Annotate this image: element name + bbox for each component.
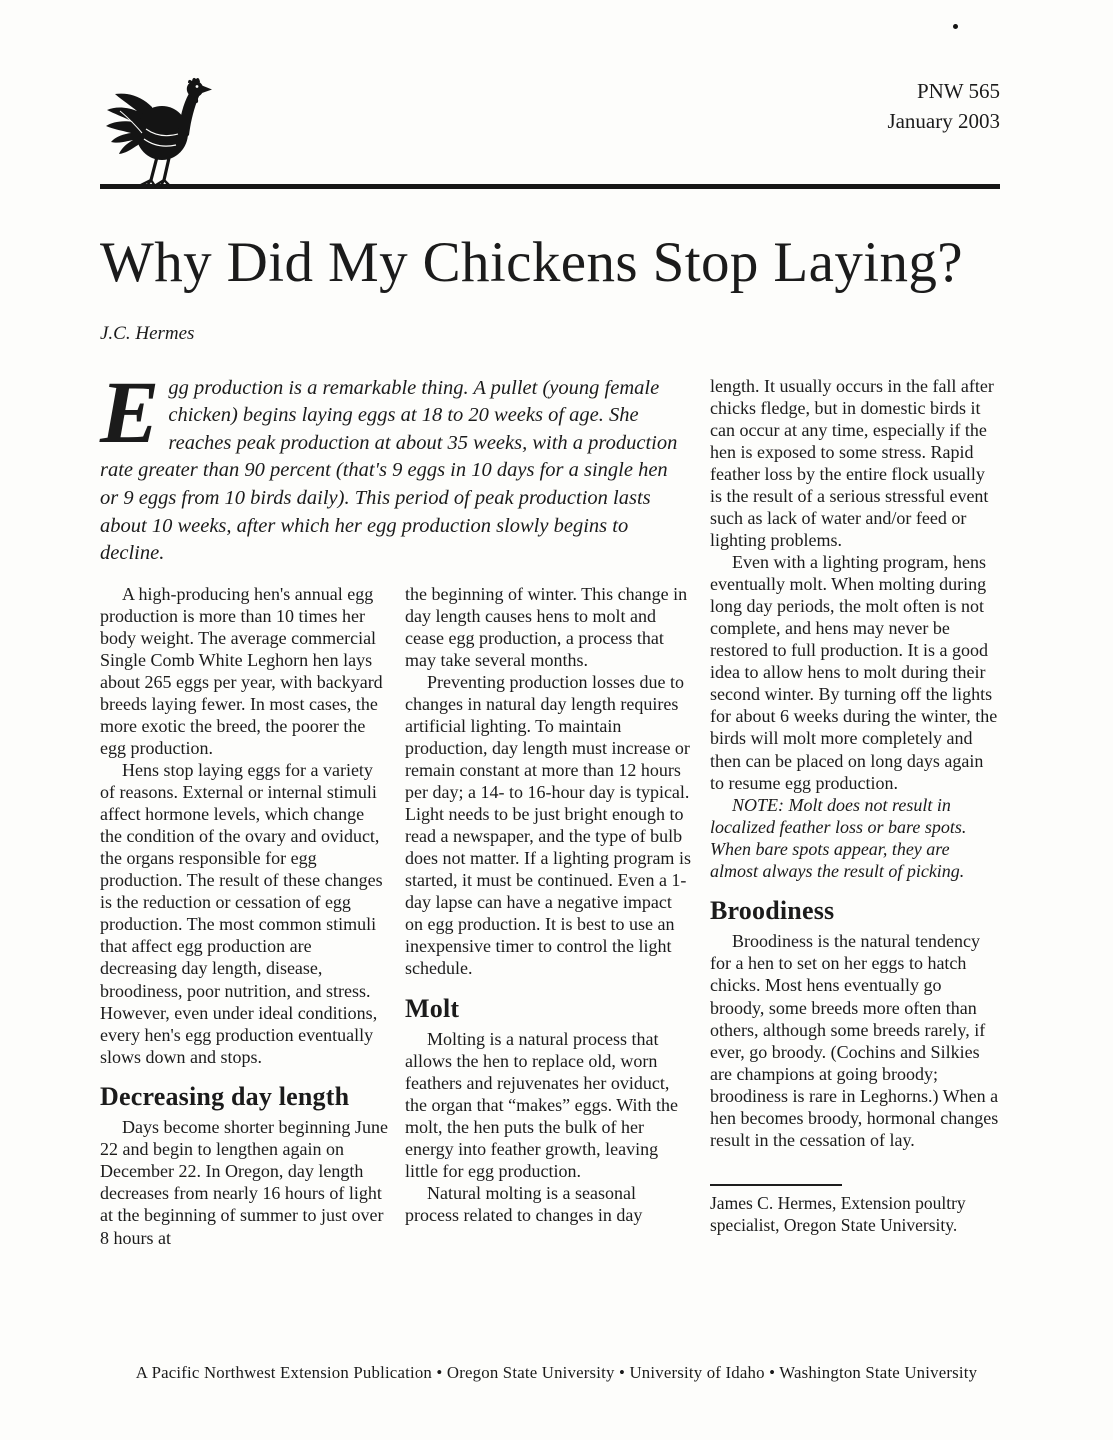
col3-paragraph-2: Even with a lighting program, hens eventually molt. When molting during long day periods, the molt often is not complete, and hens may never be restored to full production. It is a good idea to allow hens to molt during their second winter. By turning off the lights for about 6 weeks during the winter, the birds will molt more completely and then can be placed on long days again to resume egg production. xyxy=(710,552,998,793)
publication-footer: A Pacific Northwest Extension Publication • Oregon State University • University of Idaho • Washington State University xyxy=(135,1363,978,1382)
col3-note-paragraph: NOTE: Molt does not result in localized feather loss or bare spots. When bare spots appear, they are almost always the result of picking. xyxy=(710,794,967,881)
intro-paragraph xyxy=(100,363,693,568)
col2-paragraph-4: Natural molting is a seasonal process related to changes in day xyxy=(405,1183,643,1226)
publication-info xyxy=(100,76,1000,137)
chicken-logo-icon xyxy=(96,77,214,191)
col2-paragraph-2: Preventing production losses due to changes in natural day length requires artificial lighting. To maintain production, day length must increase or remain constant at more than 12 hours per day; a 14- to 16-hour day is typical. Light needs to be just bright enough to read a newspaper, and the type of bulb does not matter. If a lighting program is started, it must be continued. Even a 1-day lapse can have a negative impact on egg production. It is best to use an inexpensive timer to control the light schedule. xyxy=(405,671,691,979)
column-1 xyxy=(100,583,388,1249)
col2-paragraph-1: the beginning of winter. This change in day length causes hens to molt and cease egg production, a process that may take several months. xyxy=(405,583,688,670)
footnote-divider xyxy=(710,1184,842,1186)
col3-paragraph-3: Broodiness is the natural tendency for a hen to set on her eggs to hatch chicks. Most hens eventually go broody, some breeds more often than others, although some breeds rarely, if ever, go broody. (Cochins and Silkies are champions at going broody; broodiness is rare in Leghorns.) When a hen becomes broody, hormonal changes result in the cessation of lay. xyxy=(710,931,999,1150)
section-heading-broodiness: Broodiness xyxy=(710,895,835,925)
page-title: Why Did My Chickens Stop Laying? xyxy=(100,230,963,294)
col2-paragraph-3: Molting is a natural process that allows the hen to replace old, worn feathers and rejuvenates her oviduct, the organ that “makes” eggs. With the molt, the hen puts the bulk of her energy into feather growth, leaving little for egg production. xyxy=(405,1029,679,1182)
column-3 xyxy=(710,375,1000,1249)
masthead xyxy=(100,0,1000,189)
publication-date: January 2003 xyxy=(887,109,1000,134)
drop-cap: E xyxy=(100,363,160,462)
column-2 xyxy=(405,583,693,1249)
intro-text: gg production is a remarkable thing. A pullet (young female chicken) begins laying eggs at 18 to 20 weeks of age. She reaches peak production at about 35 weeks, with a production rate greater than 90 percent (that's 9 eggs in 10 days for a single hen or 9 eggs from 10 birds daily). This period of peak production lasts about 10 weeks, after which her egg production slowly begins to decline. xyxy=(100,376,678,565)
section-heading-decreasing-day-length: Decreasing day length xyxy=(100,1081,350,1111)
author-byline: J.C. Hermes xyxy=(100,322,195,344)
section-heading-molt: Molt xyxy=(405,993,460,1023)
footnote-text: James C. Hermes, Extension poultry specialist, Oregon State University. xyxy=(710,1192,966,1235)
col1-paragraph-1: A high-producing hen's annual egg production is more than 10 times her body weight. The average commercial Single Comb White Leghorn hen lays about 265 eggs per year, with backyard breeds laying fewer. In most cases, the more exotic the breed, the poorer the egg production. xyxy=(100,583,383,758)
article-body xyxy=(100,363,1000,1249)
col1-paragraph-3: Days become shorter beginning June 22 and begin to lengthen again on December 22. In Oregon, day length decreases from nearly 16 hours of light at the beginning of summer to just over 8 hours at xyxy=(100,1117,388,1248)
col1-paragraph-2: Hens stop laying eggs for a variety of reasons. External or internal stimuli affect hormone levels, which change the condition of the ovary and oviduct, the organs responsible for egg production. The result of these changes is the reduction or cessation of egg production. The most common stimuli that affect egg production are decreasing day length, disease, broodiness, poor nutrition, and stress. However, even under ideal conditions, every hen's egg production eventually slows down and stops. xyxy=(100,760,383,1067)
col3-paragraph-1: length. It usually occurs in the fall after chicks fledge, but in domestic birds it can occur at any time, especially if the hen is exposed to some stress. Rapid feather loss by the entire flock usually is the result of a serious stressful event such as lack of water and/or feed or lighting problems. xyxy=(710,375,994,551)
publication-number: PNW 565 xyxy=(916,79,1000,103)
author-footnote xyxy=(710,1184,1000,1237)
